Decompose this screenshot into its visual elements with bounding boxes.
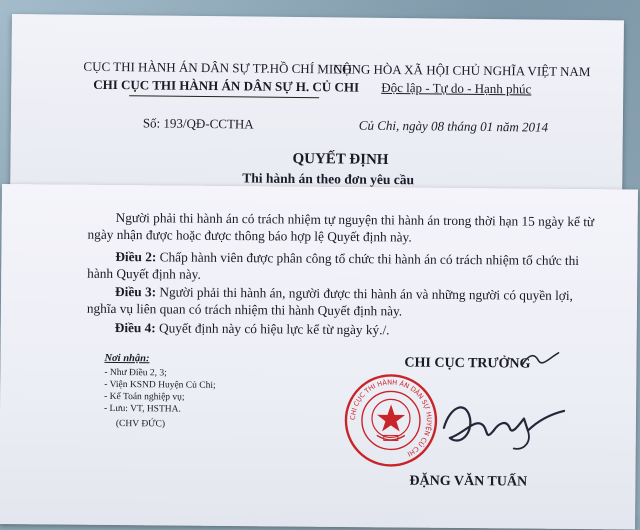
agency-name: CHI CỤC THI HÀNH ÁN DÂN SỰ H. CỦ CHI [93, 76, 360, 95]
document-number: Số: 193/QĐ-CCTHA [142, 115, 254, 132]
signature-flourish [520, 349, 560, 371]
recipient-item: - Kế Toán nghiệp vụ; [104, 391, 185, 403]
document-title: QUYẾT ĐỊNH [292, 150, 389, 168]
signer-name: ĐẶNG VĂN TUẤN [409, 473, 528, 490]
article-3-label: Điều 3: [115, 283, 157, 300]
recipients-footer: (CHV ĐỨC) [115, 419, 166, 430]
recipient-item: - Như Điều 2, 3; [104, 367, 167, 379]
handwritten-signature [436, 388, 577, 459]
article-3-line-2: nghĩa vụ liên quan có trách nhiệm thi hành Quyết định này. [86, 300, 403, 319]
recipient-item: - Viện KSND Huyện Củ Chi; [104, 379, 216, 391]
official-seal [344, 373, 439, 468]
article-4-line [115, 319, 390, 338]
paragraph-1-line-1: Người phải thi hành án có trách nhiệm tự nguyện thi hành án trong thời hạn 15 ngày kể từ [115, 209, 595, 230]
signer-position: CHI CỤC TRƯỞNG [404, 355, 531, 372]
article-2-text: Chấp hành viên được phân công tổ chức thi hành án có trách nhiệm tổ chức thi [156, 249, 580, 269]
national-motto: Độc lập - Tự do - Hạnh phúc [381, 79, 532, 97]
recipient-item: - Lưu: VT, HSTHA. [103, 403, 181, 415]
document-page-bottom [0, 184, 638, 530]
article-2-line-2: hành Quyết định này. [87, 265, 201, 282]
place-date: Củ Chi, ngày 08 tháng 01 năm 2014 [358, 117, 549, 135]
recipients-title: Nơi nhận: [104, 352, 150, 365]
seal-text: CHI CỤC THI HÀNH ÁN DÂN SỰ HUYỆN CỦ CHI [348, 378, 433, 459]
article-4-label: Điều 4: [114, 319, 156, 336]
agency-parent-name: CỤC THI HÀNH ÁN DÂN SỰ TP.HỒ CHÍ MINH [83, 58, 353, 77]
article-3-text: Người phải thi hành án, người được thi hành án và những người có quyền lợi, [155, 284, 573, 303]
article-4-text: Quyết định này có hiệu lực kể từ ngày ký./. [155, 320, 390, 338]
paragraph-1-line-2: ngày nhận được hoặc được thông báo hợp lệ Quyết định này. [87, 226, 412, 245]
article-2-label: Điều 2: [115, 248, 157, 265]
agency-underline [129, 95, 319, 98]
document-subtitle: Thi hành án theo đơn yêu cầu [242, 170, 415, 188]
national-title: CỘNG HÒA XÃ HỘI CHỦ NGHĨA VIỆT NAM [333, 61, 591, 80]
